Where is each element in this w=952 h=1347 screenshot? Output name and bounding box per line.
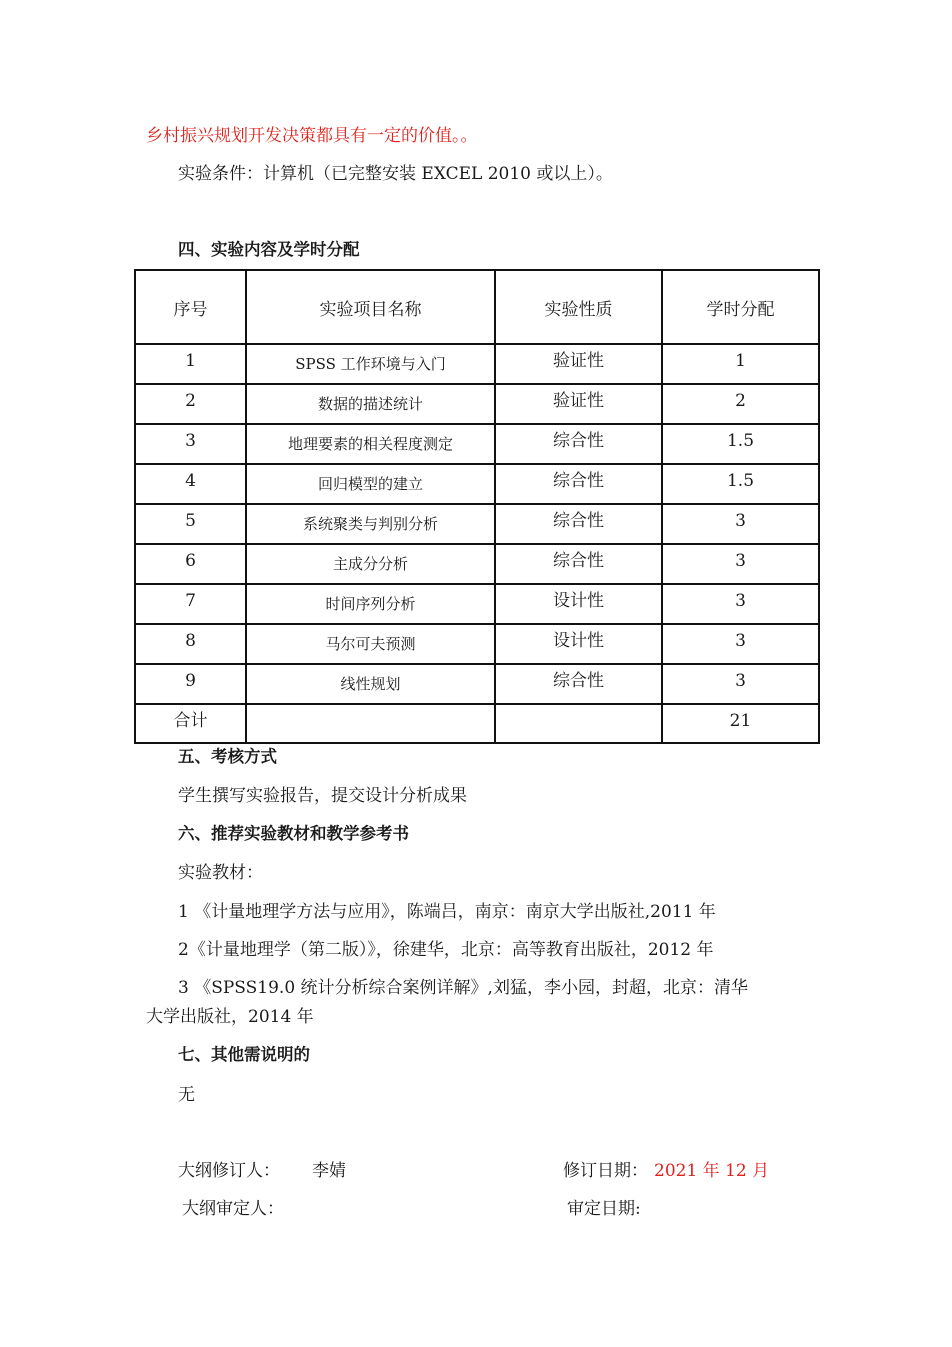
row-no: 8 — [135, 624, 246, 664]
row-name: 数据的描述统计 — [246, 384, 495, 424]
row-type: 综合性 — [495, 464, 662, 504]
row-hours: 3 — [662, 584, 819, 624]
row-no: 7 — [135, 584, 246, 624]
table-row — [135, 384, 819, 424]
row-type: 验证性 — [495, 384, 662, 424]
table-row — [135, 624, 819, 664]
conditions-text: 实验条件：计算机（已完整安装 EXCEL 2010 或以上）。 — [178, 164, 613, 184]
revise-date-value: 2021 年 12 月 — [654, 1161, 770, 1181]
row-type: 设计性 — [495, 584, 662, 624]
row-hours: 2 — [662, 384, 819, 424]
row-hours: 1.5 — [662, 464, 819, 504]
row-name: 主成分分析 — [246, 544, 495, 584]
row-name: 地理要素的相关程度测定 — [246, 424, 495, 464]
section-7-heading: 七、其他需说明的 — [178, 1045, 310, 1064]
revise-date-label: 修订日期： — [563, 1161, 648, 1181]
row-type: 设计性 — [495, 624, 662, 664]
row-name: SPSS 工作环境与入门 — [246, 344, 495, 384]
table-row — [135, 584, 819, 624]
book-item: 2《计量地理学（第二版）》，徐建华，北京：高等教育出版社，2012 年 — [178, 940, 714, 960]
book-item: 3 《SPSS19.0 统计分析综合案例详解》,刘猛，李小园，封超，北京：清华 — [178, 978, 748, 998]
row-name: 线性规划 — [246, 664, 495, 704]
row-hours: 3 — [662, 544, 819, 584]
header-type: 实验性质 — [495, 270, 662, 344]
total-name-empty — [246, 704, 495, 743]
table-row — [135, 664, 819, 704]
row-hours: 1 — [662, 344, 819, 384]
reviser-name: 李婧 — [312, 1161, 346, 1181]
approve-date-label: 审定日期: — [567, 1199, 641, 1219]
row-no: 5 — [135, 504, 246, 544]
row-type: 综合性 — [495, 544, 662, 584]
table-row — [135, 344, 819, 384]
section-6-heading: 六、推荐实验教材和教学参考书 — [178, 824, 409, 843]
row-name: 系统聚类与判别分析 — [246, 504, 495, 544]
row-hours: 3 — [662, 664, 819, 704]
other-notes-text: 无 — [178, 1085, 195, 1105]
table-header-row — [135, 270, 819, 344]
row-hours: 1.5 — [662, 424, 819, 464]
row-no: 6 — [135, 544, 246, 584]
row-type: 验证性 — [495, 344, 662, 384]
table-row — [135, 504, 819, 544]
textbook-subheading: 实验教材： — [178, 863, 263, 883]
table-row — [135, 544, 819, 584]
total-type-empty — [495, 704, 662, 743]
assessment-text: 学生撰写实验报告，提交设计分析成果 — [178, 786, 467, 806]
row-type: 综合性 — [495, 424, 662, 464]
total-hours: 21 — [662, 704, 819, 743]
row-type: 综合性 — [495, 664, 662, 704]
row-no: 3 — [135, 424, 246, 464]
row-name: 马尔可夫预测 — [246, 624, 495, 664]
row-type: 综合性 — [495, 504, 662, 544]
row-no: 2 — [135, 384, 246, 424]
table-total-row — [135, 704, 819, 743]
approver-label: 大纲审定人： — [182, 1199, 284, 1219]
header-hours: 学时分配 — [662, 270, 819, 344]
table-row — [135, 464, 819, 504]
section-5-heading: 五、考核方式 — [178, 747, 277, 766]
header-name: 实验项目名称 — [246, 270, 495, 344]
row-hours: 3 — [662, 504, 819, 544]
intro-tail-text: 乡村振兴规划开发决策都具有一定的价值。。 — [146, 126, 478, 146]
table-row — [135, 424, 819, 464]
row-name: 回归模型的建立 — [246, 464, 495, 504]
header-no: 序号 — [135, 270, 246, 344]
row-no: 1 — [135, 344, 246, 384]
row-no: 4 — [135, 464, 246, 504]
course-schedule-table — [134, 269, 820, 744]
book-item-continued: 大学出版社，2014 年 — [146, 1007, 314, 1027]
row-name: 时间序列分析 — [246, 584, 495, 624]
book-item: 1 《计量地理学方法与应用》，陈端吕，南京：南京大学出版社,2011 年 — [178, 902, 716, 922]
row-hours: 3 — [662, 624, 819, 664]
row-no: 9 — [135, 664, 246, 704]
reviser-label: 大纲修订人： — [178, 1161, 280, 1181]
section-4-heading: 四、实验内容及学时分配 — [178, 240, 360, 259]
total-label: 合计 — [135, 704, 246, 743]
